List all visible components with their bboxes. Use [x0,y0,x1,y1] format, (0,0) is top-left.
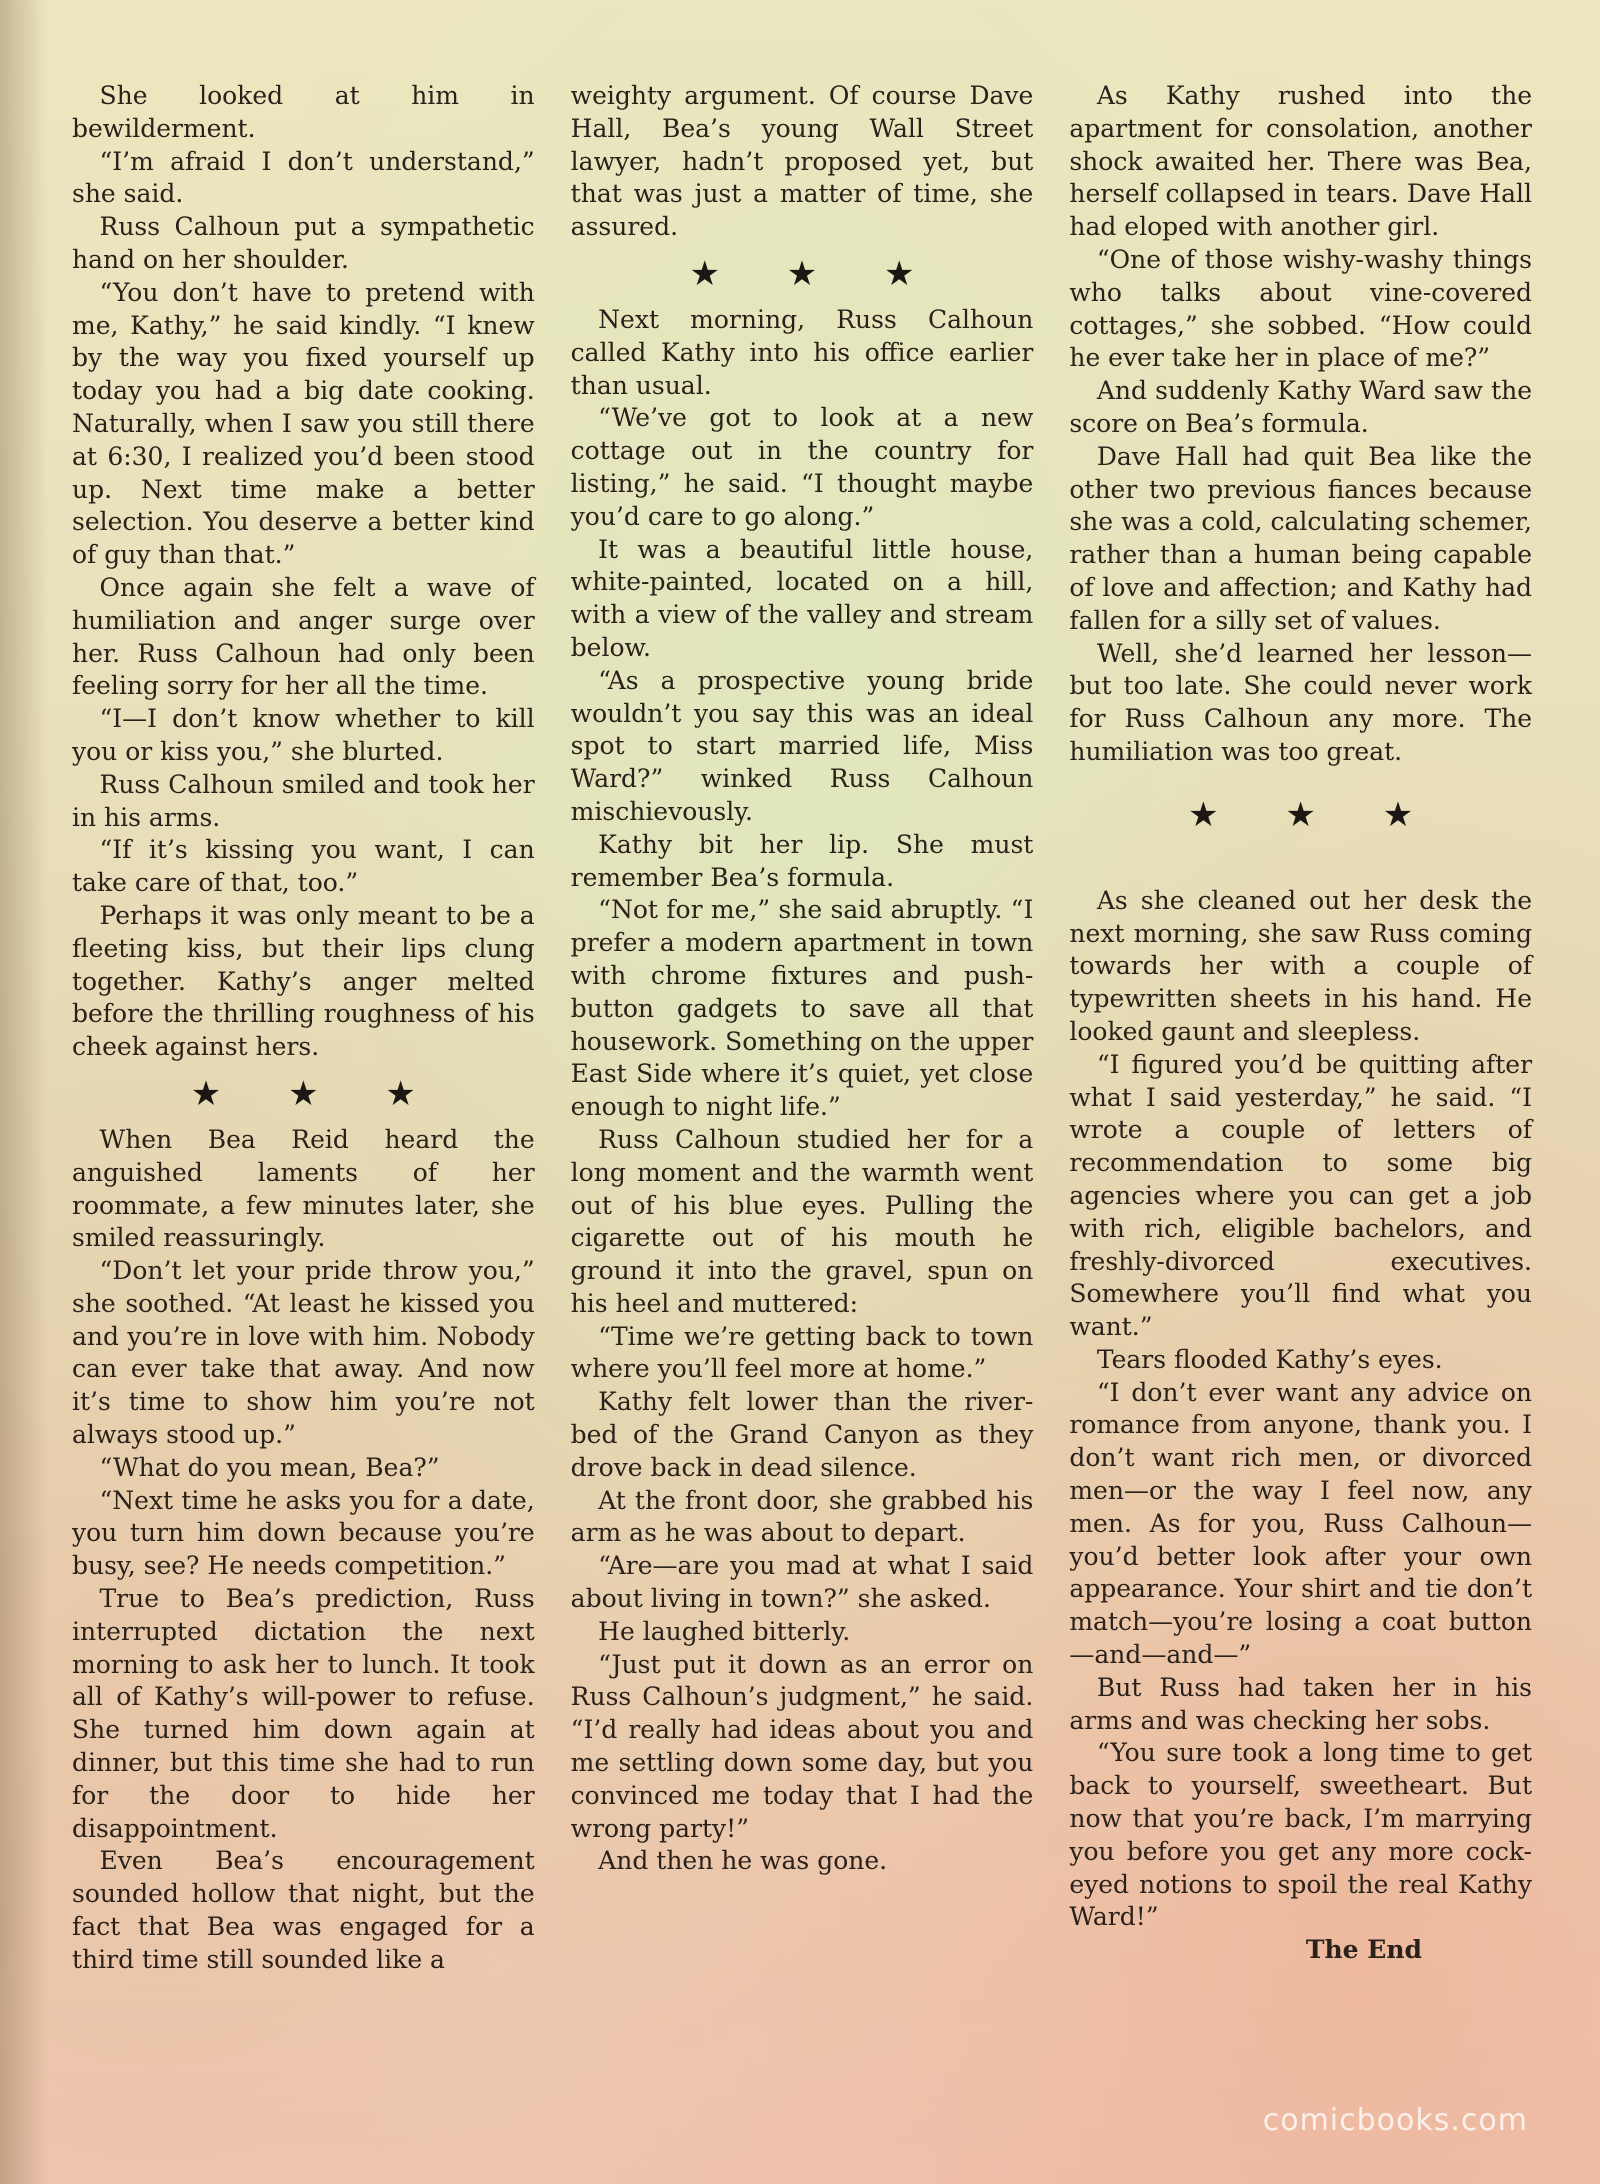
section-break-stars: ★ ★ ★ [1188,794,1442,835]
paragraph: “We’ve got to look at a new cottage out in the country for listing,” he said. “I thought maybe you’d care to go along.” [570,403,1034,531]
watermark: comicbooks.com [1262,2103,1528,2138]
paragraph: As Kathy rushed into the apartment for consolation, another shock awaited her. There was Bea, herself collapsed in tears. Dave Hall had eloped with another girl. [1069,81,1533,242]
paragraph: Russ Calhoun smiled and took her in his arms. [72,769,535,832]
paragraph: “Are—are you mad at what I said about living in town?” she asked. [570,1551,1034,1614]
paragraph: weighty argument. Of course Dave Hall, Bea’s young Wall Street lawyer, hadn’t proposed yet, but that was just a matter of time, she assured. [570,81,1034,242]
paragraph: Once again she felt a wave of humiliation and anger surge over her. Russ Calhoun had only been feeling sorry for her all the time. [72,572,535,701]
paragraph: He laughed bitterly. [598,1616,851,1646]
paragraph: “I figured you’d be quitting after what I said yesterday,” he said. “I wrote a couple of letters of recommendation to some big agencies where you can get a job with rich, eligible bachelors, and freshly-divorced executives. Somewhere you’ll find what you want.” [1069,1049,1533,1342]
paragraph: At the front door, she grabbed his arm as he was about to depart. [570,1485,1034,1548]
paragraph: Russ Calhoun put a sympathetic hand on her shoulder. [72,212,535,274]
paragraph: Well, she’d learned her lesson—but too late. She could never work for Russ Calhoun any more. The humiliation was too great. [1069,638,1533,766]
paragraph: Kathy felt lower than the river-bed of the Grand Canyon as they drove back in dead silence. [570,1387,1034,1482]
paragraph: “I don’t ever want any advice on romance from anyone, thank you. I don’t want rich men, or divorced men—or the way I feel now, any men. As for you, Russ Calhoun—you’d better look after your own appearance. Your shirt and tie don’t match—you’re losing a coat button—and—and—” [1069,1377,1533,1670]
column-2 [571,80,1034,2080]
paragraph: Perhaps it was only meant to be a fleeting kiss, but their lips clung together. Kathy’s anger melted before the thrilling roughness of his cheek against hers. [72,900,535,1062]
paragraph: And suddenly Kathy Ward saw the score on Bea’s formula. [1069,376,1533,438]
paragraph: “If it’s kissing you want, I can take care of that, too.” [72,835,535,898]
paragraph: “Next time he asks you for a date, you turn him down because you’re busy, see? He needs competition.” [72,1485,535,1581]
paragraph: Dave Hall had quit Bea like the other two previous fiances because she was a cold, calculating schemer, rather than a human being capable of love and affection; and Kathy had fallen for a silly set of values. [1069,441,1533,635]
paragraph: Tears flooded Kathy’s eyes. [1096,1344,1443,1374]
paragraph: Next morning, Russ Calhoun called Kathy into his office earlier than usual. [570,304,1034,400]
paragraph: “You don’t have to pretend with me, Kathy,” he said kindly. “I knew by the way you fixed yourself up today you had a big date cooking. Naturally, when I saw you still there at 6:30, I realized you’d been stood up. Next time make a better selection. You deserve a better kind of guy than that.” [72,277,535,570]
paragraph: And then he was gone. [598,1846,888,1876]
paragraph: Russ Calhoun studied her for a long moment and the warmth went out of his blue eyes. Pulling the cigarette out of his mouth he ground it into the gravel, spun on his heel and muttered: [570,1124,1034,1318]
paragraph: “You sure took a long time to get back to yourself, sweetheart. But now that you’re back, I’m marrying you before you get any more cock-eyed notions to spoil the real Kathy Ward!” [1069,1738,1533,1932]
page-gutter-shadow [0,0,48,2184]
paragraph: She looked at him in bewilderment. [72,81,535,143]
paragraph: “I’m afraid I don’t understand,” she said. [72,146,535,209]
column-3 [1069,80,1532,2080]
paragraph: “Don’t let your pride throw you,” she soothed. “At least he kissed you and you’re in love with him. Nobody can ever take that away. And now it’s time to show him you’re not always stood up.” [72,1256,535,1450]
paragraph: True to Bea’s prediction, Russ interrupted dictation the next morning to ask her to lunch. It took all of Kathy’s will-power to refuse. She turned him down again at dinner, but this time she had to run for the door to hide her disappointment. [72,1584,535,1843]
the-end-label: The End [1305,1935,1423,1965]
column-1 [72,80,535,2080]
text-columns [72,80,1532,2080]
paragraph: Kathy bit her lip. She must remember Bea’s formula. [570,829,1034,892]
paragraph: Even Bea’s encouragement sounded hollow that night, but the fact that Bea was engaged for a third time still sounded like a [72,1846,535,1974]
paragraph: “Time we’re getting back to town where you’ll feel more at home.” [570,1321,1034,1384]
paragraph: “Not for me,” she said abruptly. “I prefer a modern apartment in town with chrome fixtures and push-button gadgets to save all that housework. Something on the upper East Side where it’s quiet, yet close enough to night life.” [570,895,1034,1122]
section-break-stars: ★ ★ ★ [190,1073,444,1114]
paragraph: “I—I don’t know whether to kill you or kiss you,” she blurted. [72,704,535,766]
paragraph: “Just put it down as an error on Russ Calhoun’s judgment,” he said. “I’d really had ideas about you and me settling down some day, but you convinced me today that I had the wrong party!” [570,1649,1034,1843]
paragraph: “One of those wishy-washy things who talks about vine-covered cottages,” she sobbed. “How could he ever take her in place of me?” [1069,244,1533,373]
paragraph: But Russ had taken her in his arms and was checking her sobs. [1069,1672,1533,1735]
paragraph: “What do you mean, Bea?” [99,1452,440,1482]
paragraph: As she cleaned out her desk the next morning, she saw Russ coming towards her with a couple of typewritten sheets in his hand. He looked gaunt and sleepless. [1069,885,1533,1046]
paragraph: “As a prospective young bride wouldn’t you say this was an ideal spot to start married life, Miss Ward?” winked Russ Calhoun mischievously. [570,665,1034,826]
paragraph: When Bea Reid heard the anguished laments of her roommate, a few minutes later, she smiled reassuringly. [72,1124,535,1253]
paragraph: It was a beautiful little house, white-painted, located on a hill, with a view of the valley and stream below. [570,534,1034,662]
section-break-stars: ★ ★ ★ [689,253,943,294]
